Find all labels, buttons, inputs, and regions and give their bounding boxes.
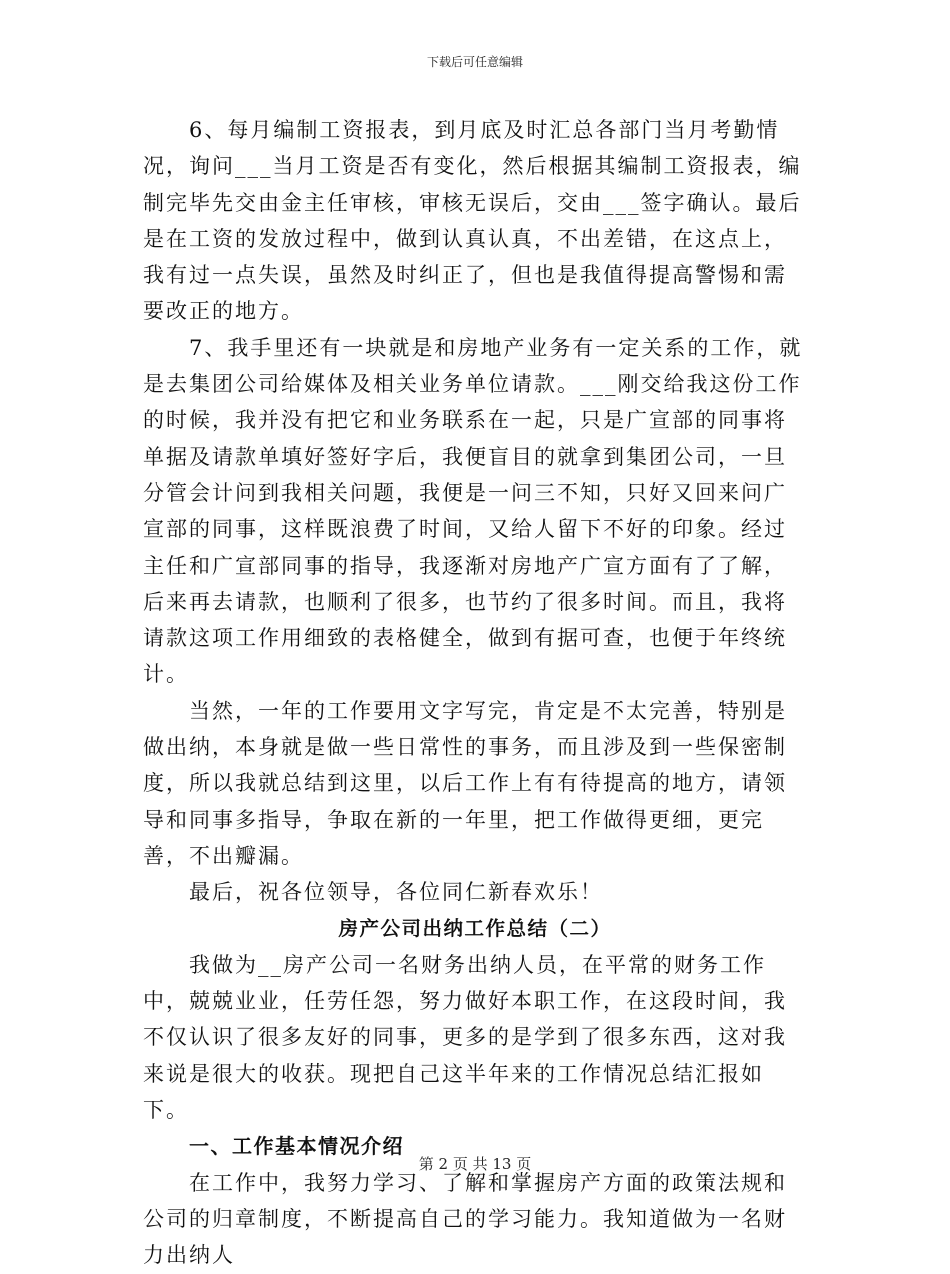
document-body [143,112,807,1274]
paragraph-closing-wishes: 最后，祝各位领导，各位同仁新春欢乐！ [189,880,603,905]
page-footer: 第 2 页 共 13 页 [418,1155,532,1173]
subheading-work-overview: 一、工作基本情况介绍 [189,1134,404,1159]
section-title: 房产公司出纳工作总结（二） [338,916,612,940]
paragraph-item-6: 6、每月编制工资报表，到月底及时汇总各部门当月考勤情况，询问___当月工资是否有变化，然后根据其编制工资报表，编制完毕先交由金主任审核，审核无误后，交由___签字确认。最后是在工资的发放过程中，做到认真认真，不出差错，在这点上，我有过一点失误，虽然及时纠正了，但也是我值得提高警惕和需要改正的地方。 [143,118,802,324]
page-header: 下载后可任意编辑 [426,55,523,69]
paragraph-work-overview: 在工作中，我努力学习、了解和掌握房产方面的政策法规和公司的归章制度，不断提高自己的学习能力。我知道做为一名财力出纳人 [143,1170,787,1268]
paragraph-item-7: 7、我手里还有一块就是和房地产业务有一定关系的工作，就是去集团公司给媒体及相关业务单位请款。___刚交给我这份工作的时候，我并没有把它和业务联系在一起，只是广宣部的同事将单据及请款单填好签好字后，我便盲目的就拿到集团公司，一旦分管会计问到我相关问题，我便是一问三不知，只好又回来问广宣部的同事，这样既浪费了时间，又给人留下不好的印象。经过主任和广宣部同事的指导，我逐渐对房地产广宣方面有了了解，后来再去请款，也顺利了很多，也节约了很多时间。而且，我将请款这项工作用细致的表格健全，做到有据可查，也便于年终统计。 [143,335,803,687]
paragraph-intro: 我做为__房产公司一名财务出纳人员，在平常的财务工作中，兢兢业业，任劳任怨，努力做好本职工作，在这段时间，我不仅认识了很多友好的同事，更多的是学到了很多东西，这对我来说是很大的收获。现把自己这半年来的工作情况总结汇报如下。 [143,952,787,1123]
paragraph-conclusion: 当然，一年的工作要用文字写完，肯定是不太完善，特别是做出纳，本身就是做一些日常性的事务，而且涉及到一些保密制度，所以我就总结到这里，以后工作上有有待提高的地方，请领导和同事多指导，争取在新的一年里，把工作做得更细，更完善，不出瓣漏。 [143,698,787,868]
